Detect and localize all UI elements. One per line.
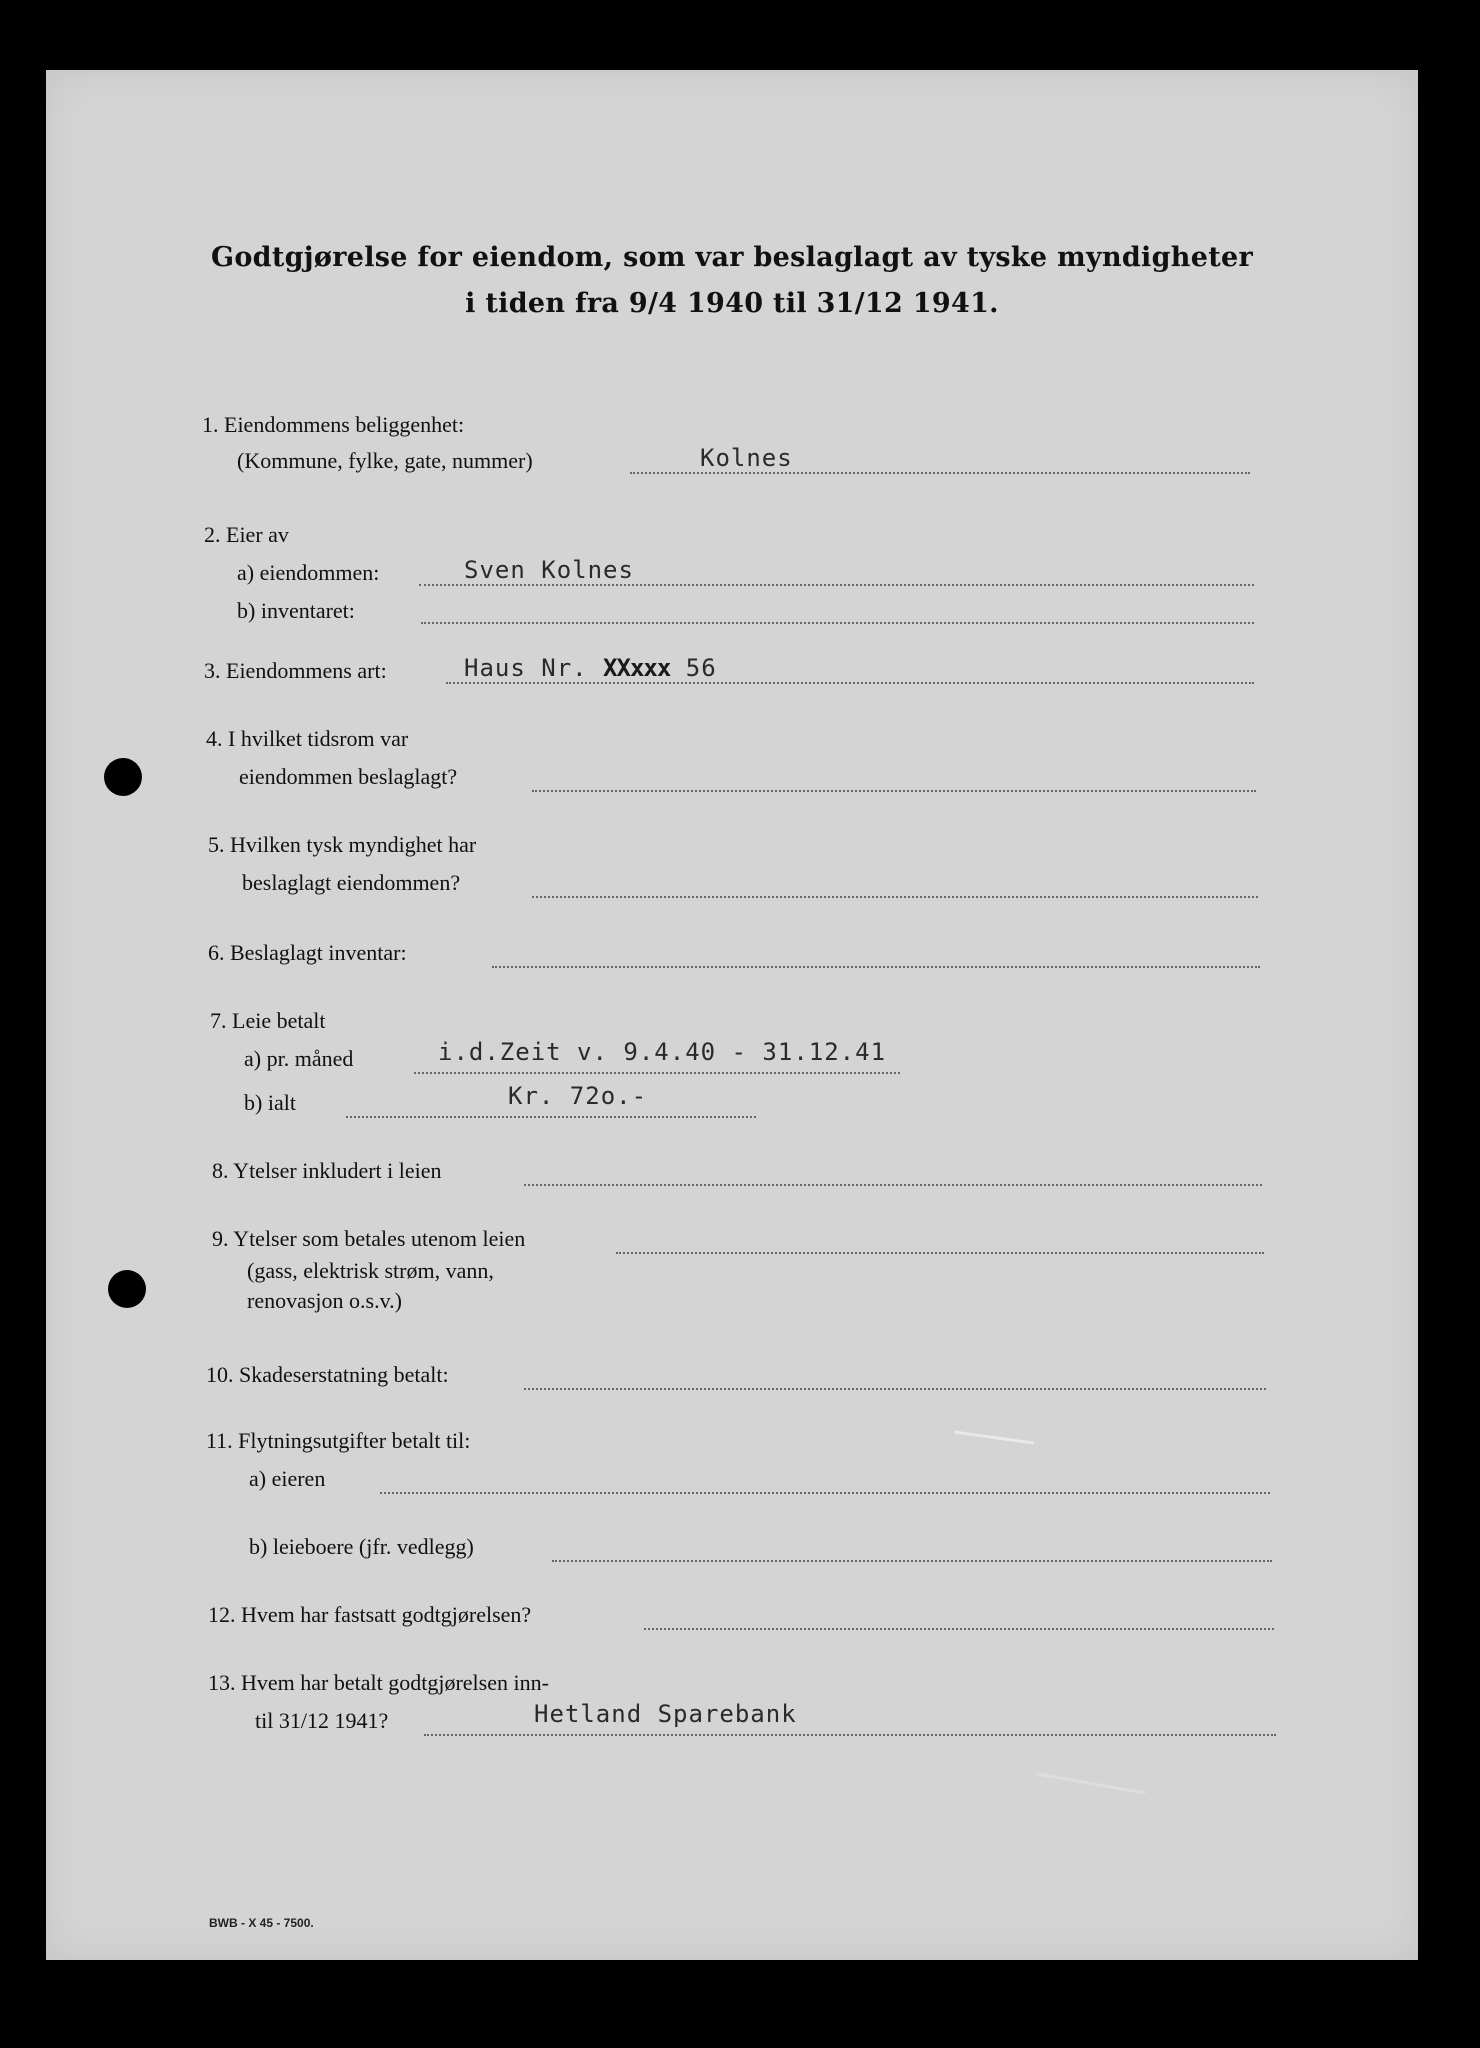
q6-label: 6. Beslaglagt inventar: — [208, 940, 407, 965]
q4-label: 4. I hvilket tidsrom var — [206, 726, 409, 751]
punch-hole-bottom — [108, 1270, 146, 1308]
q2b-label: b) inventaret: — [237, 598, 355, 623]
form-title-line2: i tiden fra 9/4 1940 til 31/12 1941. — [465, 288, 999, 319]
q5-sublabel: beslaglagt eiendommen? — [242, 870, 461, 895]
q2a-answer: Sven Kolnes — [464, 556, 634, 584]
punch-hole-top — [104, 758, 142, 796]
q11b-label: b) leieboere (jfr. vedlegg) — [249, 1534, 474, 1559]
document-page — [46, 70, 1418, 1960]
q8-answer-line — [524, 1184, 1262, 1186]
q12-answer-line — [644, 1628, 1274, 1630]
q9-answer-line — [616, 1252, 1264, 1254]
q12-label: 12. Hvem har fastsatt godtgjørelsen? — [208, 1602, 532, 1627]
q4-sublabel: eiendommen beslaglagt? — [239, 764, 458, 789]
q7b-label: b) ialt — [244, 1090, 296, 1115]
q2b-answer-line — [421, 622, 1254, 624]
scan-scratch — [954, 1430, 1034, 1444]
q11b-answer-line — [552, 1560, 1272, 1562]
q5-label: 5. Hvilken tysk myndighet har — [208, 832, 477, 857]
q9-sublabel1: (gass, elektrisk strøm, vann, — [247, 1258, 494, 1283]
q5-answer-line — [532, 896, 1258, 898]
q3-answer-struck: XXxxx — [603, 654, 671, 682]
q11a-answer-line — [380, 1492, 1270, 1494]
q1-answer-line — [630, 472, 1250, 474]
q6-answer-line — [492, 966, 1260, 968]
q13-answer-line — [424, 1734, 1276, 1736]
q1-label: 1. Eiendommens beliggenhet: — [202, 412, 465, 437]
q11a-label: a) eieren — [249, 1466, 326, 1491]
q4-answer-line — [532, 790, 1256, 792]
q10-label: 10. Skadeserstatning betalt: — [206, 1362, 449, 1387]
form-title-line1: Godtgjørelse for eiendom, som var beslaglagt av tyske myndigheter — [211, 242, 1253, 273]
q11-label: 11. Flytningsutgifter betalt til: — [206, 1428, 471, 1453]
print-code: BWB - X 45 - 7500. — [209, 1916, 314, 1930]
q9-sublabel2: renovasjon o.s.v.) — [247, 1288, 402, 1313]
q13-sublabel: til 31/12 1941? — [255, 1708, 389, 1733]
q8-label: 8. Ytelser inkludert i leien — [212, 1158, 442, 1183]
q7a-answer: i.d.Zeit v. 9.4.40 - 31.12.41 — [438, 1038, 887, 1066]
q3-answer-prefix: Haus Nr. — [464, 654, 588, 682]
q7b-answer: Kr. 72o.- — [508, 1082, 648, 1110]
scan-scratch — [1037, 1772, 1146, 1794]
q3-answer — [464, 654, 717, 682]
q1-answer: Kolnes — [700, 444, 793, 472]
q7a-answer-line — [414, 1072, 900, 1074]
q2-label: 2. Eier av — [204, 522, 289, 547]
q1-sublabel: (Kommune, fylke, gate, nummer) — [237, 448, 533, 473]
q3-answer-suffix: 56 — [685, 654, 717, 682]
q7b-answer-line — [346, 1116, 756, 1118]
q7a-label: a) pr. måned — [244, 1046, 354, 1071]
q13-label: 13. Hvem har betalt godtgjørelsen inn- — [208, 1670, 549, 1695]
q3-answer-line — [446, 682, 1254, 684]
q2a-answer-line — [419, 584, 1254, 586]
q10-answer-line — [524, 1388, 1266, 1390]
q9-label: 9. Ytelser som betales utenom leien — [212, 1226, 526, 1251]
q2a-label: a) eiendommen: — [237, 560, 380, 585]
q13-answer: Hetland Sparebank — [534, 1700, 797, 1728]
q3-label: 3. Eiendommens art: — [204, 658, 387, 683]
q7-label: 7. Leie betalt — [210, 1008, 326, 1033]
